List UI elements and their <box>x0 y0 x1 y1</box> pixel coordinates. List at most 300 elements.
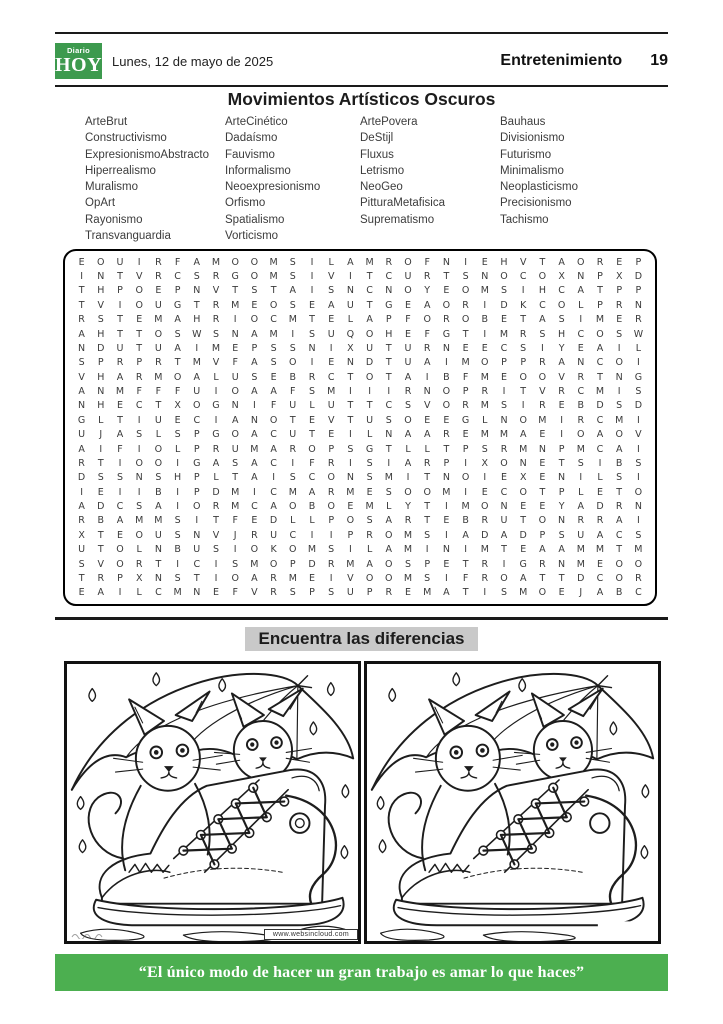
grid-letter: E <box>500 371 507 383</box>
grid-letter: H <box>385 328 393 340</box>
word-list-item: Vorticismo <box>225 230 279 243</box>
grid-letter: P <box>424 558 431 570</box>
grid-letter: M <box>576 558 585 570</box>
grid-letter: M <box>154 371 163 383</box>
grid-letter: M <box>115 386 125 398</box>
grid-letter: X <box>615 271 623 283</box>
grid-letter: C <box>270 457 277 469</box>
grid-letter: P <box>462 386 469 398</box>
grid-letter: R <box>327 558 335 570</box>
grid-letter: N <box>154 544 162 556</box>
grid-letter: O <box>250 544 259 556</box>
grid-letter: H <box>97 328 105 340</box>
grid-letter: I <box>579 314 583 326</box>
grid-letter: M <box>403 544 413 556</box>
grid-letter: I <box>444 572 448 584</box>
grid-letter: Y <box>405 501 411 513</box>
grid-letter: L <box>386 501 392 513</box>
grid-letter: N <box>346 285 354 297</box>
grid-letter: E <box>596 486 603 498</box>
word-list-item: Informalismo <box>225 164 291 177</box>
grid-letter: P <box>251 342 258 354</box>
grid-letter: I <box>214 386 218 398</box>
grid-letter: U <box>289 429 297 441</box>
word-list-item: ArteCinético <box>225 116 288 128</box>
grid-letter: O <box>385 529 393 541</box>
grid-letter: N <box>231 328 239 340</box>
grid-letter: T <box>616 544 623 556</box>
grid-letter: I <box>540 342 544 354</box>
grid-letter: D <box>97 501 105 513</box>
grid-letter: A <box>423 299 431 311</box>
grid-letter: M <box>288 486 297 498</box>
grid-letter: D <box>481 529 489 541</box>
grid-letter: L <box>597 472 603 484</box>
grid-letter: C <box>174 271 181 283</box>
grid-letter: I <box>617 386 621 398</box>
word-list-item: Futurismo <box>500 148 552 161</box>
grid-letter: M <box>576 544 585 556</box>
grid-letter: S <box>155 472 162 484</box>
grid-letter: L <box>366 429 373 441</box>
grid-letter: P <box>328 515 335 527</box>
grid-letter: U <box>231 371 239 383</box>
grid-letter: M <box>269 271 278 283</box>
grid-letter: L <box>405 443 411 455</box>
hoy-logo <box>55 43 102 79</box>
grid-letter: S <box>193 271 200 283</box>
grid-letter: O <box>327 472 335 484</box>
grid-letter: J <box>233 529 237 541</box>
grid-letter: R <box>327 486 335 498</box>
grid-letter: A <box>366 314 373 326</box>
grid-letter: S <box>136 429 143 441</box>
grid-letter: M <box>461 501 470 513</box>
word-list-column <box>225 114 360 244</box>
grid-letter: T <box>78 299 85 311</box>
grid-letter: N <box>442 544 450 556</box>
grid-letter: S <box>251 371 258 383</box>
word-list-item: NeoGeo <box>360 181 403 194</box>
grid-letter: U <box>116 342 124 354</box>
grid-letter: D <box>596 400 604 412</box>
grid-letter: T <box>78 572 85 584</box>
grid-letter: S <box>97 314 104 326</box>
grid-letter: A <box>615 515 623 527</box>
grid-letter: W <box>192 328 202 340</box>
grid-letter: P <box>520 357 527 369</box>
grid-letter: I <box>617 342 621 354</box>
grid-letter: U <box>346 299 354 311</box>
word-list-item: Suprematismo <box>360 213 435 226</box>
grid-letter: C <box>596 357 604 369</box>
grid-letter: E <box>462 429 469 441</box>
grid-letter: I <box>579 472 583 484</box>
grid-letter: R <box>135 558 143 570</box>
grid-letter: M <box>269 328 278 340</box>
grid-letter: R <box>596 256 604 268</box>
word-list-column <box>85 114 225 244</box>
grid-letter: I <box>483 587 487 599</box>
difference-missing-puddle <box>598 921 650 937</box>
grid-letter: U <box>116 256 124 268</box>
grid-letter: E <box>481 342 488 354</box>
grid-letter: E <box>539 457 546 469</box>
grid-letter: T <box>520 386 527 398</box>
grid-letter: S <box>174 572 181 584</box>
grid-letter: O <box>577 429 585 441</box>
grid-letter: F <box>424 328 430 340</box>
grid-letter: M <box>154 515 163 527</box>
grid-letter: U <box>154 299 162 311</box>
grid-letter: N <box>193 529 201 541</box>
grid-letter: C <box>577 386 585 398</box>
grid-letter: O <box>289 544 297 556</box>
grid-letter: A <box>212 457 220 469</box>
grid-letter: E <box>443 558 450 570</box>
grid-letter: U <box>500 515 508 527</box>
word-list-column <box>360 114 500 244</box>
grid-letter: M <box>346 486 355 498</box>
quote-text: “El único modo de hacer un gran trabajo es amar lo que haces” <box>138 963 585 981</box>
grid-letter: A <box>558 256 565 268</box>
grid-letter: I <box>464 544 467 556</box>
grid-letter: I <box>137 443 141 455</box>
grid-letter: O <box>135 529 143 541</box>
grid-letter: S <box>577 457 584 469</box>
grid-letter: E <box>481 256 488 268</box>
grid-letter: P <box>443 457 450 469</box>
grid-letter: I <box>348 386 352 398</box>
grid-letter: G <box>461 414 470 426</box>
grid-letter: V <box>251 587 258 599</box>
grid-letter: O <box>442 400 451 412</box>
grid-letter: N <box>634 501 642 513</box>
word-list-item: Hiperrealismo <box>85 164 156 177</box>
grid-letter: S <box>404 400 411 412</box>
grid-letter: E <box>443 414 450 426</box>
grid-letter: U <box>78 544 86 556</box>
grid-letter: M <box>135 515 144 527</box>
grid-letter: N <box>385 429 393 441</box>
grid-letter: P <box>462 443 469 455</box>
word-list-item: Constructivismo <box>85 132 167 145</box>
grid-letter: U <box>193 386 201 398</box>
grid-letter: X <box>558 271 565 283</box>
grid-letter: O <box>231 256 239 268</box>
grid-letter: U <box>154 342 162 354</box>
grid-letter: S <box>328 285 335 297</box>
grid-letter: R <box>270 572 277 584</box>
grid-letter: N <box>442 256 450 268</box>
grid-letter: H <box>174 472 182 484</box>
grid-letter: R <box>78 515 85 527</box>
grid-letter: R <box>577 414 585 426</box>
grid-letter: C <box>289 529 297 541</box>
grid-letter: O <box>423 314 431 326</box>
grid-letter: O <box>404 256 412 268</box>
grid-letter: D <box>269 515 278 527</box>
grid-letter: A <box>155 501 162 513</box>
grid-letter: T <box>424 472 431 484</box>
word-list-item: PitturaMetafisica <box>360 197 446 210</box>
grid-letter: I <box>118 486 122 498</box>
grid-letter: T <box>366 400 373 412</box>
grid-letter: N <box>558 558 566 570</box>
grid-letter: I <box>464 457 467 469</box>
grid-letter: E <box>308 414 315 426</box>
grid-letter: T <box>117 328 123 340</box>
grid-letter: A <box>596 587 604 599</box>
grid-letter: M <box>442 486 451 498</box>
grid-letter: F <box>174 386 181 398</box>
grid-letter: D <box>519 529 527 541</box>
grid-letter: R <box>212 501 220 513</box>
grid-letter: O <box>519 371 527 383</box>
grid-letter: U <box>154 414 162 426</box>
grid-letter: I <box>214 558 218 570</box>
grid-letter: U <box>289 400 297 412</box>
logo-hoy-label: HOY <box>54 54 103 77</box>
grid-letter: T <box>117 271 123 283</box>
grid-letter: I <box>464 486 467 498</box>
grid-letter: U <box>577 529 585 541</box>
grid-letter: V <box>347 572 354 584</box>
grid-letter: A <box>577 285 585 297</box>
grid-letter: F <box>270 400 277 412</box>
grid-letter: X <box>481 457 489 469</box>
grid-letter: T <box>385 357 392 369</box>
grid-letter: R <box>423 457 431 469</box>
grid-letter: S <box>289 472 296 484</box>
grid-letter: A <box>539 314 546 326</box>
grid-letter: M <box>211 256 221 268</box>
grid-letter: R <box>155 271 162 283</box>
masthead-right <box>500 52 668 70</box>
grid-letter: O <box>231 572 239 584</box>
grid-letter: M <box>538 414 547 426</box>
grid-letter: A <box>462 529 469 541</box>
grid-letter: H <box>193 314 201 326</box>
grid-letter: P <box>309 587 315 599</box>
grid-letter: R <box>539 400 546 412</box>
grid-letter: O <box>154 443 163 455</box>
grid-letter: M <box>595 386 605 398</box>
grid-letter: O <box>404 414 412 426</box>
grid-letter: P <box>193 486 200 498</box>
grid-letter: R <box>443 429 450 441</box>
grid-letter: M <box>461 357 470 369</box>
grid-letter: T <box>347 414 354 426</box>
grid-letter: S <box>270 357 277 369</box>
word-list-column <box>500 114 645 244</box>
grid-letter: I <box>214 414 218 426</box>
grid-letter: S <box>174 328 181 340</box>
grid-letter: R <box>443 314 450 326</box>
grid-letter: P <box>193 429 200 441</box>
grid-letter: P <box>558 486 565 498</box>
grid-letter: I <box>214 572 218 584</box>
grid-letter: Y <box>558 501 565 513</box>
grid-letter: A <box>174 314 181 326</box>
grid-letter: M <box>480 371 489 383</box>
grid-letter: N <box>519 457 527 469</box>
grid-letter: E <box>366 486 373 498</box>
grid-letter: S <box>289 342 296 354</box>
grid-letter: N <box>442 472 450 484</box>
grid-letter: F <box>462 572 469 584</box>
grid-letter: R <box>558 386 565 398</box>
grid-letter: U <box>193 544 201 556</box>
grid-letter: U <box>404 271 412 283</box>
grid-letter: O <box>577 256 585 268</box>
grid-letter: J <box>99 429 103 441</box>
grid-letter: T <box>558 457 565 469</box>
word-list-item: ArtePovera <box>360 116 418 128</box>
word-list-item: OpArt <box>85 197 116 210</box>
grid-letter: R <box>155 256 162 268</box>
grid-letter: P <box>501 357 507 369</box>
grid-letter: D <box>365 357 374 369</box>
grid-letter: S <box>174 429 181 441</box>
grid-letter: E <box>97 486 104 498</box>
grid-letter: E <box>539 501 546 513</box>
grid-letter: O <box>519 486 527 498</box>
grid-letter: S <box>539 328 546 340</box>
grid-letter: I <box>636 357 640 369</box>
grid-letter: X <box>135 572 143 584</box>
grid-letter: A <box>251 328 258 340</box>
grid-letter: A <box>308 486 316 498</box>
grid-letter: R <box>155 357 162 369</box>
grid-letter: O <box>461 314 470 326</box>
grid-letter: S <box>635 386 642 398</box>
grid-letter: N <box>135 472 143 484</box>
grid-letter: M <box>173 587 182 599</box>
grid-letter: E <box>520 501 527 513</box>
grid-letter: A <box>231 414 239 426</box>
grid-letter: U <box>366 414 374 426</box>
grid-letter: I <box>329 342 333 354</box>
grid-letter: H <box>558 328 566 340</box>
grid-letter: B <box>97 515 105 527</box>
grid-letter: T <box>347 371 354 383</box>
grid-letter: K <box>520 299 527 311</box>
word-list-item: Muralismo <box>85 181 139 194</box>
grid-letter: I <box>348 271 352 283</box>
grid-letter: M <box>480 285 489 297</box>
grid-letter: B <box>443 371 450 383</box>
grid-letter: O <box>538 587 547 599</box>
grid-letter: C <box>635 587 642 599</box>
grid-letter: O <box>116 558 124 570</box>
grid-letter: S <box>616 472 623 484</box>
grid-letter: N <box>154 572 162 584</box>
grid-letter: B <box>155 486 162 498</box>
grid-letter: B <box>308 501 316 513</box>
grid-letter: A <box>596 342 604 354</box>
difference-missing-eyelet-ring <box>593 817 606 830</box>
grid-letter: T <box>462 587 469 599</box>
grid-letter: N <box>231 400 239 412</box>
grid-letter: O <box>500 572 508 584</box>
grid-letter: E <box>539 429 546 441</box>
word-list-item: Precisionismo <box>500 197 572 210</box>
grid-letter: M <box>192 357 201 369</box>
grid-letter: P <box>136 357 143 369</box>
grid-letter: N <box>78 400 86 412</box>
grid-letter: O <box>365 328 374 340</box>
grid-letter: V <box>519 256 527 268</box>
grid-letter: F <box>117 443 123 455</box>
grid-letter: S <box>251 285 258 297</box>
grid-letter: F <box>232 357 238 369</box>
grid-letter: I <box>137 414 141 426</box>
grid-letter: U <box>78 429 86 441</box>
grid-letter: O <box>500 457 508 469</box>
grid-letter: I <box>464 256 467 268</box>
grid-letter: R <box>404 515 412 527</box>
grid-letter: T <box>501 544 507 556</box>
grid-letter: T <box>97 457 104 469</box>
grid-letter: N <box>500 414 508 426</box>
grid-letter: N <box>97 386 105 398</box>
grid-letter: O <box>97 256 105 268</box>
grid-letter: N <box>615 371 623 383</box>
grid-letter: R <box>462 299 469 311</box>
grid-letter: E <box>78 587 85 599</box>
grid-letter: L <box>98 414 104 426</box>
grid-letter: O <box>135 457 143 469</box>
grid-letter: S <box>558 314 565 326</box>
grid-letter: M <box>288 572 297 584</box>
grid-letter: I <box>636 414 640 426</box>
grid-letter: T <box>117 314 123 326</box>
difference-missing-raindrop <box>621 680 642 702</box>
word-list-item: Divisionismo <box>500 132 565 145</box>
grid-letter: R <box>385 256 393 268</box>
grid-letter: O <box>385 572 393 584</box>
grid-letter: O <box>269 299 278 311</box>
grid-letter: S <box>481 443 488 455</box>
grid-letter: I <box>521 400 525 412</box>
grid-letter: H <box>97 400 105 412</box>
grid-letter: D <box>308 558 316 570</box>
grid-letter: I <box>233 544 237 556</box>
grid-letter: S <box>424 572 431 584</box>
grid-letter: S <box>97 472 104 484</box>
grid-letter: V <box>212 357 220 369</box>
grid-letter: C <box>116 501 124 513</box>
grid-letter: I <box>425 371 429 383</box>
grid-letter: N <box>481 271 489 283</box>
grid-letter: S <box>328 587 335 599</box>
grid-letter: P <box>328 443 335 455</box>
grid-letter: I <box>118 457 122 469</box>
grid-letter: D <box>212 486 220 498</box>
grid-letter: C <box>615 529 623 541</box>
grid-letter: P <box>597 271 603 283</box>
grid-letter: R <box>481 386 489 398</box>
grid-letter: N <box>500 501 508 513</box>
grid-letter: F <box>424 256 430 268</box>
grid-letter: C <box>270 314 277 326</box>
grid-letter: I <box>252 400 256 412</box>
grid-letter: N <box>250 414 258 426</box>
grid-letter: E <box>616 256 623 268</box>
grid-letter: V <box>423 400 431 412</box>
differences-heading <box>0 627 723 651</box>
